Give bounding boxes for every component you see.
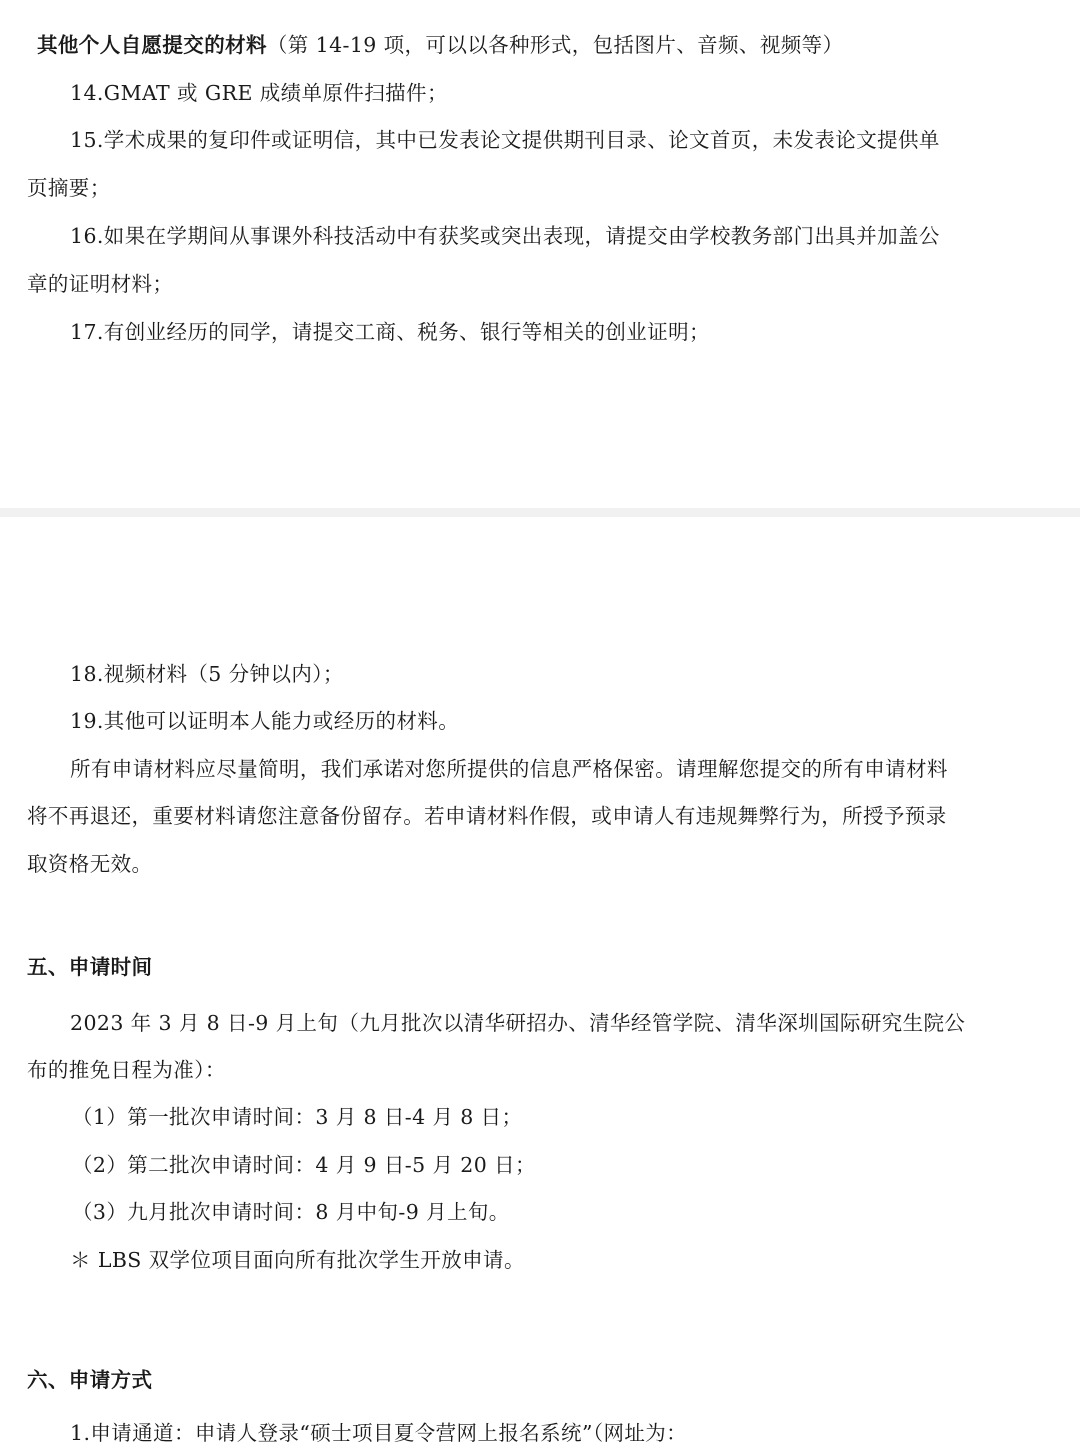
item-16: 16.如果在学期间从事课外科技活动中有获奖或突出表现，请提交由学校教务部门出具并加盖公 xyxy=(70,224,940,248)
optional-materials-note: （第 14-19 项，可以以各种形式，包括图片、音频、视频等） xyxy=(266,33,844,57)
item-18: 18.视频材料（5 分钟以内）； xyxy=(70,662,344,686)
section-5-intro-line-1: 2023 年 3 月 8 日-9 月上旬（九月批次以清华研招办、清华经管学院、清华深圳国际研究生院公 xyxy=(70,1011,966,1035)
item-17: 17.有创业经历的同学，请提交工商、税务、银行等相关的创业证明； xyxy=(70,320,710,344)
confidentiality-note-line-2: 将不再退还，重要材料请您注意备份留存。若申请材料作假，或申请人有违规舞弊行为，所授予预录 xyxy=(27,804,947,828)
page-divider xyxy=(0,508,1080,517)
batch-3: （3）九月批次申请时间：8 月中旬-9 月上旬。 xyxy=(72,1200,510,1224)
section-5-intro-line-2: 布的推免日程为准）： xyxy=(27,1058,226,1082)
confidentiality-note-line-3: 取资格无效。 xyxy=(27,852,153,876)
confidentiality-note-line-1: 所有申请材料应尽量简明，我们承诺对您所提供的信息严格保密。请理解您提交的所有申请材料 xyxy=(70,757,948,781)
section-5-heading: 五、申请时间 xyxy=(27,955,153,979)
optional-materials-heading xyxy=(37,30,843,60)
optional-materials-title: 其他个人自愿提交的材料 xyxy=(37,33,267,57)
lbs-footnote: ＊ LBS 双学位项目面向所有批次学生开放申请。 xyxy=(70,1248,525,1272)
section-6-heading: 六、申请方式 xyxy=(27,1368,153,1392)
document-page-top xyxy=(0,0,1080,508)
section-6-line-1: 1.申请通道：申请人登录“硕士项目夏令营网上报名系统”（网址为： xyxy=(70,1421,688,1445)
batch-1: （1）第一批次申请时间：3 月 8 日-4 月 8 日； xyxy=(72,1105,523,1129)
item-15: 15.学术成果的复印件或证明信，其中已发表论文提供期刊目录、论文首页，未发表论文提供单 xyxy=(70,128,940,152)
item-15-continued: 页摘要； xyxy=(27,176,111,200)
item-19: 19.其他可以证明本人能力或经历的材料。 xyxy=(70,709,460,733)
batch-2: （2）第二批次申请时间：4 月 9 日-5 月 20 日； xyxy=(72,1153,536,1177)
item-16-continued: 章的证明材料； xyxy=(27,272,174,296)
document-page-bottom xyxy=(0,517,1080,1445)
item-14: 14.GMAT 或 GRE 成绩单原件扫描件； xyxy=(70,81,448,105)
